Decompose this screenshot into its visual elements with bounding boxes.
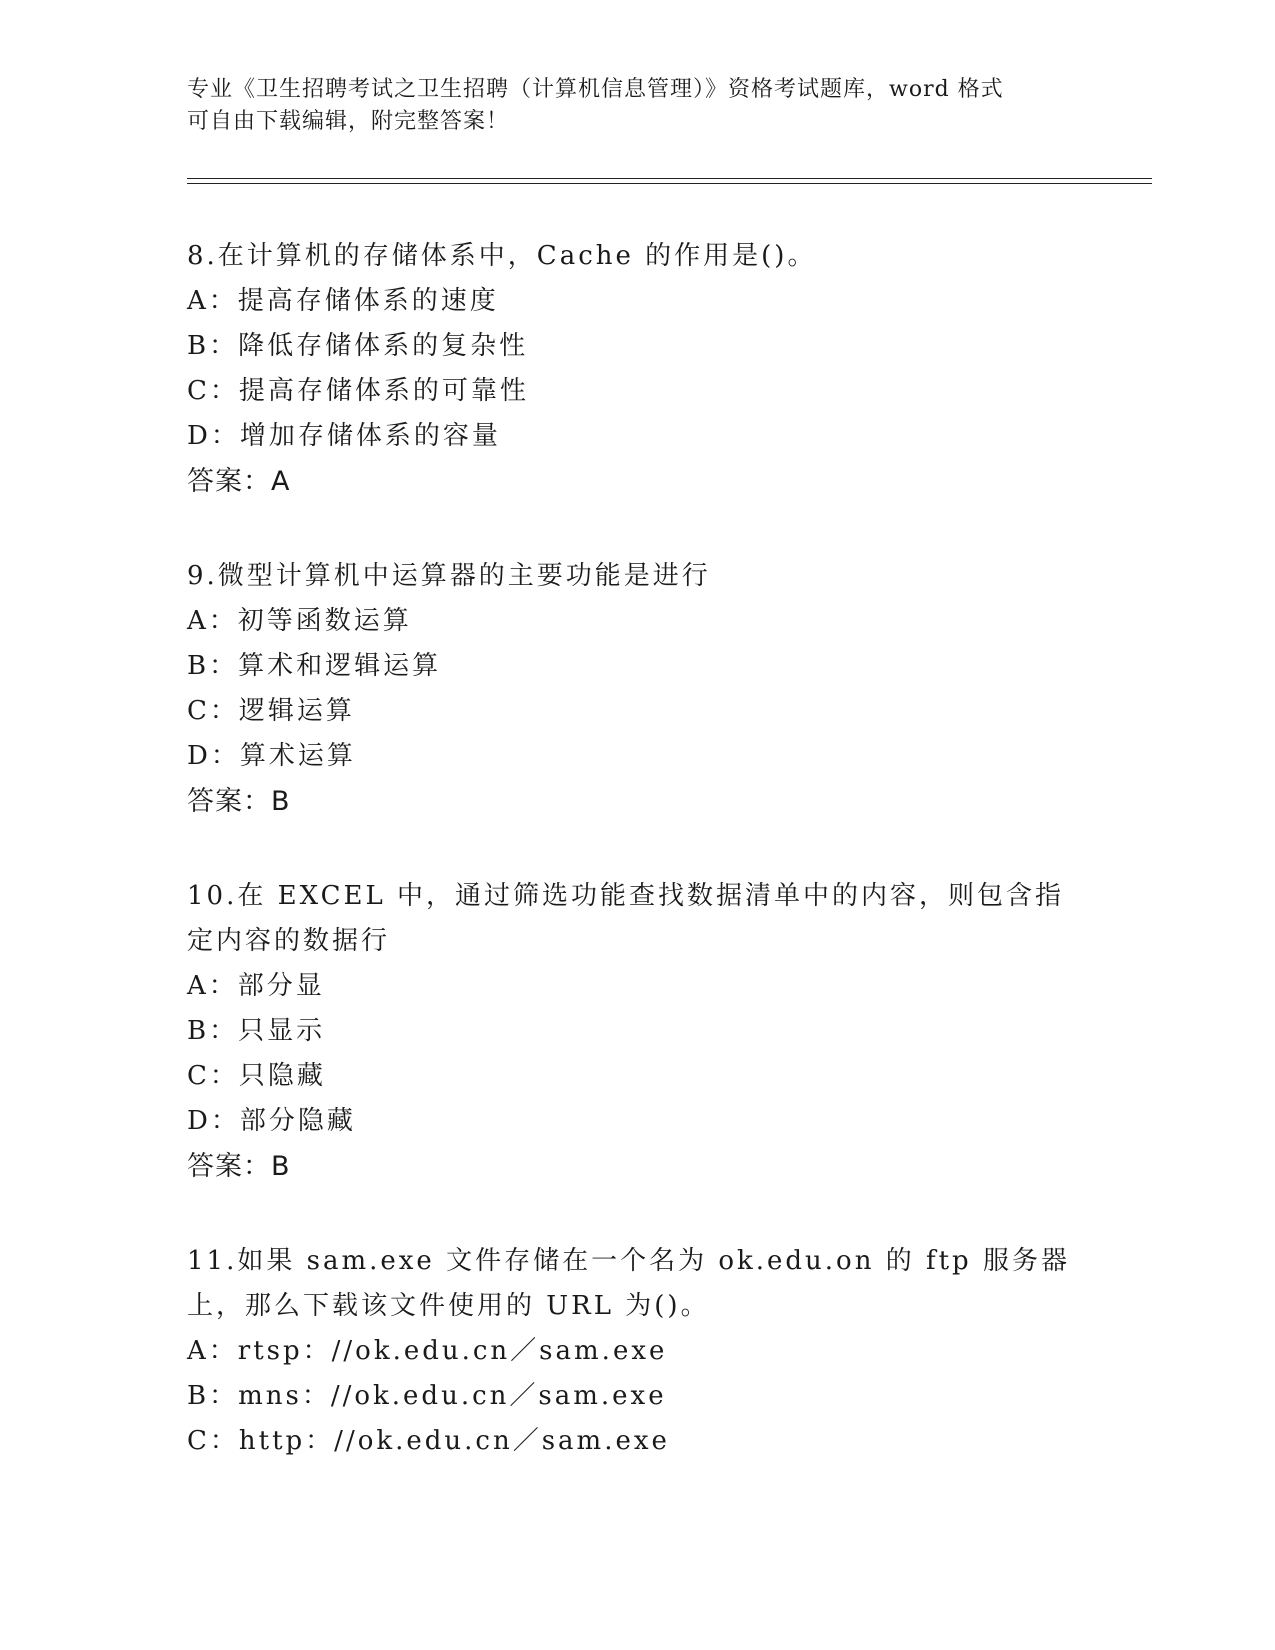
document-header	[187, 74, 1087, 138]
option-a: A：rtsp：//ok.edu.cn／sam.exe	[187, 1336, 668, 1366]
option-b: B：只显示	[187, 1016, 326, 1046]
option-c: C：逻辑运算	[187, 696, 355, 726]
option-a: A：提高存储体系的速度	[187, 286, 499, 316]
question-8	[187, 234, 1087, 504]
option-d: D：增加存储体系的容量	[187, 421, 501, 451]
question-stem: 11.如果 sam.exe 文件存储在一个名为 ok.edu.on 的 ftp 服务器上，那么下载该文件使用的 URL 为()。	[187, 1246, 1070, 1321]
option-c: C：提高存储体系的可靠性	[187, 376, 529, 406]
header-divider-top	[187, 178, 1152, 179]
answer: 答案：B	[187, 1151, 291, 1182]
header-divider-bottom	[187, 183, 1152, 184]
answer: 答案：A	[187, 466, 291, 497]
option-c: C：只隐藏	[187, 1061, 326, 1091]
header-line-1: 专业《卫生招聘考试之卫生招聘（计算机信息管理）》资格考试题库，word 格式	[187, 77, 1004, 102]
option-c: C：http：//ok.edu.cn／sam.exe	[187, 1426, 670, 1456]
option-a: A：初等函数运算	[187, 606, 412, 636]
question-10	[187, 874, 1087, 1189]
question-9	[187, 554, 1087, 824]
option-b: B：降低存储体系的复杂性	[187, 331, 529, 361]
option-d: D：算术运算	[187, 741, 356, 771]
option-d: D：部分隐藏	[187, 1106, 356, 1136]
question-stem: 10.在 EXCEL 中，通过筛选功能查找数据清单中的内容，则包含指定内容的数据行	[187, 881, 1065, 956]
answer: 答案：B	[187, 786, 291, 817]
question-stem: 8.在计算机的存储体系中，Cache 的作用是()。	[187, 241, 817, 271]
option-a: A：部分显	[187, 971, 325, 1001]
option-b: B：mns：//ok.edu.cn／sam.exe	[187, 1381, 667, 1411]
option-b: B：算术和逻辑运算	[187, 651, 442, 681]
question-stem: 9.微型计算机中运算器的主要功能是进行	[187, 561, 711, 591]
question-11	[187, 1239, 1087, 1464]
header-line-2: 可自由下载编辑，附完整答案！	[187, 109, 510, 134]
